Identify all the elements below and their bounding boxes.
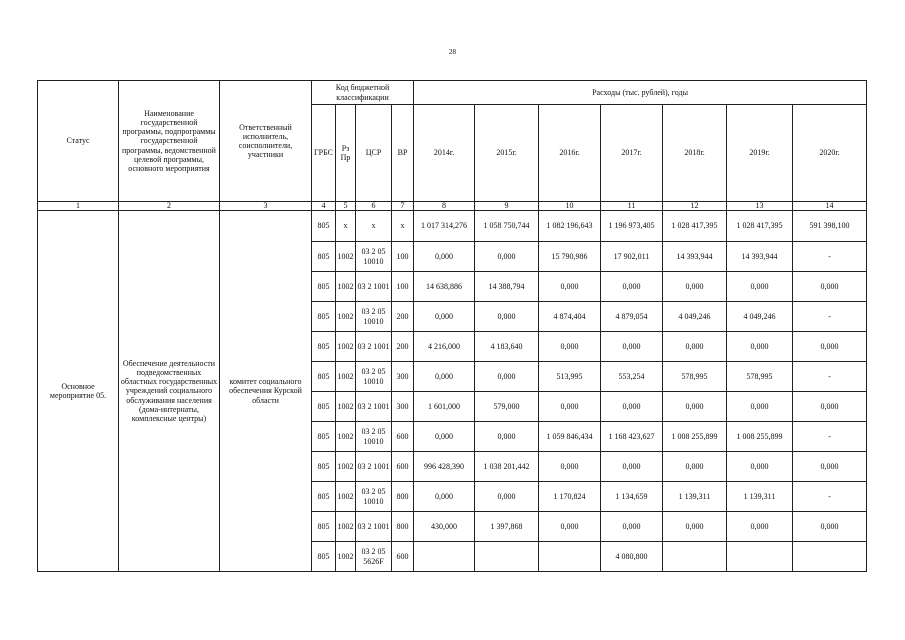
value-2020-cell: 0,000 (793, 452, 867, 482)
value-2020-cell: - (793, 242, 867, 272)
header-year: 2020г. (793, 105, 867, 202)
grbs-cell: 805 (312, 302, 336, 332)
value-2017-cell: 0,000 (601, 332, 663, 362)
header-expenses: Расходы (тыс. рублей), годы (414, 81, 867, 105)
header-responsible: Ответственный исполнитель, соисполнители, участники (220, 81, 312, 202)
value-2014-cell: 14 638,886 (414, 272, 475, 302)
value-2016-cell: 1 170,824 (539, 482, 601, 512)
vr-cell: 800 (392, 482, 414, 512)
value-2018-cell: 0,000 (663, 392, 727, 422)
vr-cell: 600 (392, 422, 414, 452)
table-row (38, 211, 867, 242)
grbs-cell: 805 (312, 512, 336, 542)
value-2020-cell: 0,000 (793, 392, 867, 422)
csr-cell: х (356, 211, 392, 242)
header-year: 2015г. (475, 105, 539, 202)
vr-cell: 300 (392, 362, 414, 392)
value-2017-cell: 1 168 423,627 (601, 422, 663, 452)
column-number: 6 (356, 202, 392, 211)
value-2017-cell: 0,000 (601, 392, 663, 422)
value-2019-cell: 0,000 (727, 272, 793, 302)
value-2018-cell: 0,000 (663, 512, 727, 542)
grbs-cell: 805 (312, 362, 336, 392)
value-2017-cell: 553,254 (601, 362, 663, 392)
csr-cell: 03 2 05 10010 (356, 422, 392, 452)
csr-cell: 03 2 05 10010 (356, 362, 392, 392)
value-2016-cell: 0,000 (539, 332, 601, 362)
vr-cell: х (392, 211, 414, 242)
value-2018-cell: 1 139,311 (663, 482, 727, 512)
value-2019-cell: 0,000 (727, 392, 793, 422)
grbs-cell: 805 (312, 211, 336, 242)
column-number: 11 (601, 202, 663, 211)
rzpr-cell: 1002 (336, 332, 356, 362)
value-2018-cell: 0,000 (663, 332, 727, 362)
rzpr-cell: 1002 (336, 392, 356, 422)
csr-cell: 03 2 05 10010 (356, 482, 392, 512)
header-vr: ВР (392, 105, 414, 202)
value-2017-cell: 4 080,800 (601, 542, 663, 572)
value-2014-cell: 0,000 (414, 482, 475, 512)
grbs-cell: 805 (312, 272, 336, 302)
vr-cell: 600 (392, 542, 414, 572)
column-number: 12 (663, 202, 727, 211)
column-number: 2 (119, 202, 220, 211)
value-2014-cell: 0,000 (414, 422, 475, 452)
vr-cell: 100 (392, 242, 414, 272)
value-2014-cell: 996 428,390 (414, 452, 475, 482)
value-2018-cell: 1 028 417,395 (663, 211, 727, 242)
rzpr-cell: х (336, 211, 356, 242)
value-2020-cell: - (793, 482, 867, 512)
value-2019-cell: 1 008 255,899 (727, 422, 793, 452)
value-2020-cell: - (793, 422, 867, 452)
grbs-cell: 805 (312, 242, 336, 272)
value-2018-cell: 0,000 (663, 452, 727, 482)
value-2020-cell: 591 398,100 (793, 211, 867, 242)
value-2017-cell: 1 196 973,405 (601, 211, 663, 242)
value-2020-cell: - (793, 362, 867, 392)
value-2015-cell: 1 038 201,442 (475, 452, 539, 482)
value-2016-cell: 0,000 (539, 272, 601, 302)
value-2020-cell (793, 542, 867, 572)
csr-cell: 03 2 1001 (356, 272, 392, 302)
vr-cell: 600 (392, 452, 414, 482)
header-csr: ЦСР (356, 105, 392, 202)
header-name: Наименование государственной программы, подпрограммы государственной программы, ведомственной целевой программы, основного мероприятия (119, 81, 220, 202)
column-number: 4 (312, 202, 336, 211)
value-2014-cell: 0,000 (414, 362, 475, 392)
value-2016-cell: 0,000 (539, 452, 601, 482)
grbs-cell: 805 (312, 482, 336, 512)
value-2019-cell: 4 049,246 (727, 302, 793, 332)
status-cell: Основное мероприятие 05. (38, 211, 119, 572)
value-2018-cell: 578,995 (663, 362, 727, 392)
value-2016-cell: 0,000 (539, 512, 601, 542)
column-number: 7 (392, 202, 414, 211)
value-2015-cell: 0,000 (475, 242, 539, 272)
rzpr-cell: 1002 (336, 512, 356, 542)
rzpr-cell: 1002 (336, 422, 356, 452)
csr-cell: 03 2 05 10010 (356, 302, 392, 332)
csr-cell: 03 2 05 10010 (356, 242, 392, 272)
value-2015-cell: 0,000 (475, 482, 539, 512)
value-2020-cell: - (793, 302, 867, 332)
vr-cell: 200 (392, 332, 414, 362)
value-2017-cell: 1 134,659 (601, 482, 663, 512)
value-2019-cell: 0,000 (727, 452, 793, 482)
header-year: 2019г. (727, 105, 793, 202)
value-2018-cell: 0,000 (663, 272, 727, 302)
value-2014-cell: 4 216,000 (414, 332, 475, 362)
rzpr-cell: 1002 (336, 452, 356, 482)
value-2016-cell: 0,000 (539, 392, 601, 422)
value-2018-cell (663, 542, 727, 572)
value-2019-cell: 0,000 (727, 332, 793, 362)
value-2018-cell: 4 049,246 (663, 302, 727, 332)
column-number: 10 (539, 202, 601, 211)
rzpr-cell: 1002 (336, 482, 356, 512)
grbs-cell: 805 (312, 542, 336, 572)
rzpr-cell: 1002 (336, 542, 356, 572)
header-status: Статус (38, 81, 119, 202)
value-2015-cell: 0,000 (475, 422, 539, 452)
column-number: 13 (727, 202, 793, 211)
value-2017-cell: 4 879,054 (601, 302, 663, 332)
budget-table (37, 80, 867, 572)
value-2017-cell: 17 902,011 (601, 242, 663, 272)
value-2014-cell: 1 601,000 (414, 392, 475, 422)
header-year: 2018г. (663, 105, 727, 202)
csr-cell: 03 2 1001 (356, 332, 392, 362)
value-2014-cell: 430,000 (414, 512, 475, 542)
value-2014-cell: 0,000 (414, 302, 475, 332)
value-2019-cell: 1 139,311 (727, 482, 793, 512)
column-number: 1 (38, 202, 119, 211)
value-2016-cell: 513,995 (539, 362, 601, 392)
header-grbs: ГРБС (312, 105, 336, 202)
value-2014-cell: 1 017 314,276 (414, 211, 475, 242)
header-year: 2016г. (539, 105, 601, 202)
value-2016-cell: 1 082 196,643 (539, 211, 601, 242)
csr-cell: 03 2 1001 (356, 452, 392, 482)
grbs-cell: 805 (312, 392, 336, 422)
value-2015-cell: 0,000 (475, 362, 539, 392)
value-2015-cell: 1 397,868 (475, 512, 539, 542)
value-2016-cell: 4 874,404 (539, 302, 601, 332)
vr-cell: 100 (392, 272, 414, 302)
value-2015-cell: 4 183,640 (475, 332, 539, 362)
rzpr-cell: 1002 (336, 272, 356, 302)
value-2019-cell: 1 028 417,395 (727, 211, 793, 242)
value-2020-cell: 0,000 (793, 272, 867, 302)
grbs-cell: 805 (312, 422, 336, 452)
value-2016-cell (539, 542, 601, 572)
value-2017-cell: 0,000 (601, 452, 663, 482)
value-2014-cell: 0,000 (414, 242, 475, 272)
value-2019-cell: 578,995 (727, 362, 793, 392)
header-budget-code: Код бюджетной классификации (312, 81, 414, 105)
value-2018-cell: 14 393,944 (663, 242, 727, 272)
value-2020-cell: 0,000 (793, 512, 867, 542)
vr-cell: 800 (392, 512, 414, 542)
value-2015-cell: 579,000 (475, 392, 539, 422)
rzpr-cell: 1002 (336, 362, 356, 392)
column-number: 9 (475, 202, 539, 211)
page-number: 28 (449, 48, 456, 56)
value-2015-cell (475, 542, 539, 572)
responsible-cell: комитет социального обеспечения Курской области (220, 211, 312, 572)
header-rzpr: Рз Пр (336, 105, 356, 202)
vr-cell: 300 (392, 392, 414, 422)
column-number: 14 (793, 202, 867, 211)
vr-cell: 200 (392, 302, 414, 332)
value-2016-cell: 1 059 846,434 (539, 422, 601, 452)
value-2019-cell: 0,000 (727, 512, 793, 542)
value-2015-cell: 14 388,794 (475, 272, 539, 302)
rzpr-cell: 1002 (336, 242, 356, 272)
value-2019-cell (727, 542, 793, 572)
value-2019-cell: 14 393,944 (727, 242, 793, 272)
csr-cell: 03 2 05 5626F (356, 542, 392, 572)
value-2017-cell: 0,000 (601, 272, 663, 302)
value-2018-cell: 1 008 255,899 (663, 422, 727, 452)
grbs-cell: 805 (312, 332, 336, 362)
program-name-cell: Обеспечение деятельности подведомственных областных государственных учреждений социального обслуживания населения (дома-интернаты, комплексные центры) (119, 211, 220, 572)
rzpr-cell: 1002 (336, 302, 356, 332)
value-2020-cell: 0,000 (793, 332, 867, 362)
value-2014-cell (414, 542, 475, 572)
header-year: 2017г. (601, 105, 663, 202)
value-2015-cell: 0,000 (475, 302, 539, 332)
csr-cell: 03 2 1001 (356, 512, 392, 542)
column-number: 8 (414, 202, 475, 211)
value-2015-cell: 1 058 750,744 (475, 211, 539, 242)
value-2017-cell: 0,000 (601, 512, 663, 542)
column-number: 5 (336, 202, 356, 211)
grbs-cell: 805 (312, 452, 336, 482)
csr-cell: 03 2 1001 (356, 392, 392, 422)
column-number: 3 (220, 202, 312, 211)
header-year: 2014г. (414, 105, 475, 202)
value-2016-cell: 15 790,986 (539, 242, 601, 272)
